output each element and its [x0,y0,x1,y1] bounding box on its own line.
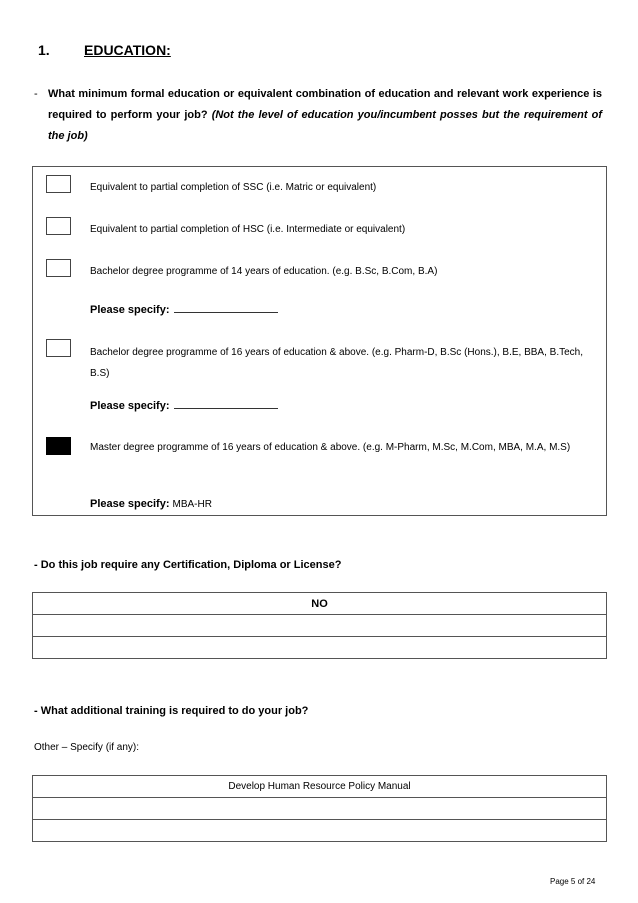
question-note: (Not the level of education you/incumbent posses but the requirement of the job) [48,109,602,142]
checkbox-master-checked[interactable] [46,437,71,455]
training-question: - What additional training is required to do your job? [34,705,309,717]
table-cell [33,798,607,820]
option-hsc: Equivalent to partial completion of HSC (i.e. Intermediate or equivalent) [90,224,406,235]
specify-bachelor-14 [90,304,278,316]
specify-label: Please specify: [90,498,170,510]
table-row [33,776,607,798]
table-row [33,798,607,820]
checkbox-bachelor-16[interactable] [46,339,71,357]
question-text: What minimum formal education or equivalent combination of education and relevant work experience is required to perform your job? [48,88,602,121]
question-text-block [48,84,602,147]
option-bachelor-14: Bachelor degree programme of 14 years of education. (e.g. B.Sc, B.Com, B.A) [90,266,438,277]
specify-label: Please specify: [90,304,170,316]
page-number: Page 5 of 24 [550,877,596,886]
table-cell [33,637,607,659]
certification-question: - Do this job require any Certification, Diploma or License? [34,559,342,571]
specify-value: MBA-HR [172,499,212,510]
option-master: Master degree programme of 16 years of education & above. (e.g. M-Pharm, M.Sc, M.Com, MBA, M.A, M.S) [90,442,571,453]
table-cell [33,820,607,842]
question-dash: - [34,88,38,100]
checkbox-hsc[interactable] [46,217,71,235]
table-cell [33,615,607,637]
section-heading [38,42,171,58]
other-specify-label: Other – Specify (if any): [34,742,140,753]
table-row [33,637,607,659]
option-ssc: Equivalent to partial completion of SSC (i.e. Matric or equivalent) [90,182,377,193]
section-title: EDUCATION: [84,42,171,58]
table-row [33,820,607,842]
checkbox-bachelor-14[interactable] [46,259,71,277]
table-cell: Develop Human Resource Policy Manual [33,776,607,798]
section-number: 1. [38,42,50,58]
specify-label: Please specify: [90,400,170,412]
education-options-box [32,166,607,516]
specify-bachelor-16 [90,400,278,412]
education-question [34,84,602,147]
checkbox-ssc[interactable] [46,175,71,193]
table-cell: NO [33,593,607,615]
specify-blank-field[interactable] [174,305,278,313]
specify-master [90,498,212,510]
certification-table [32,592,607,659]
training-table [32,775,607,842]
option-bachelor-16: Bachelor degree programme of 16 years of education & above. (e.g. Pharm-D, B.Sc (Hons.), B.E, BBA, B.Tech, B.S) [90,347,584,379]
specify-blank-field[interactable] [174,401,278,409]
table-row [33,593,607,615]
table-row [33,615,607,637]
